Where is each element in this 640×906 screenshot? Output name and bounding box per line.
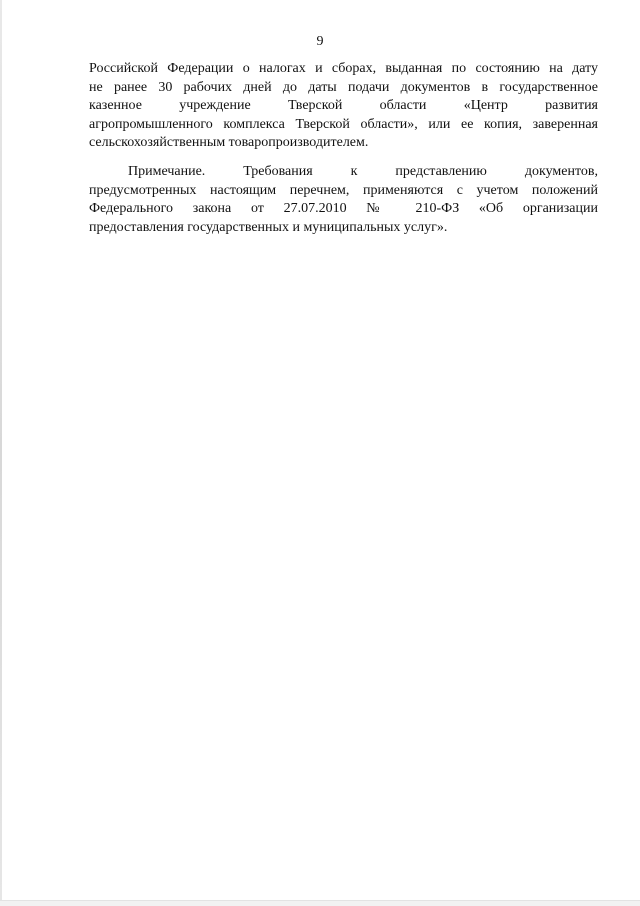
paragraph-note bbox=[89, 163, 598, 237]
page-number: 9 bbox=[316, 34, 324, 49]
paragraph-tax-certificate bbox=[89, 60, 598, 153]
scan-edge-left bbox=[0, 0, 2, 905]
paragraph-line: предоставления государственных и муниципальных услуг». bbox=[89, 219, 448, 235]
paragraph-line: агропромышленного комплекса Тверской области», или ее копия, заверенная bbox=[89, 116, 598, 132]
paragraph-line: не ранее 30 рабочих дней до даты подачи документов в государственное bbox=[89, 79, 598, 95]
paragraph-line: предусмотренных настоящим перечнем, применяются с учетом положений bbox=[89, 182, 598, 198]
paragraph-line: Примечание. Требования к представлению документов, bbox=[128, 164, 598, 179]
scan-edge-bottom bbox=[0, 900, 640, 906]
paragraph-line: Федерального закона от 27.07.2010 № 210-ФЗ «Об организации bbox=[89, 201, 598, 216]
paragraph-line: Российской Федерации о налогах и сборах, выданная по состоянию на дату bbox=[89, 61, 598, 76]
paragraph-line: сельскохозяйственным товаропроизводителем. bbox=[89, 135, 369, 150]
paragraph-line: казенное учреждение Тверской области «Центр развития bbox=[89, 98, 598, 113]
